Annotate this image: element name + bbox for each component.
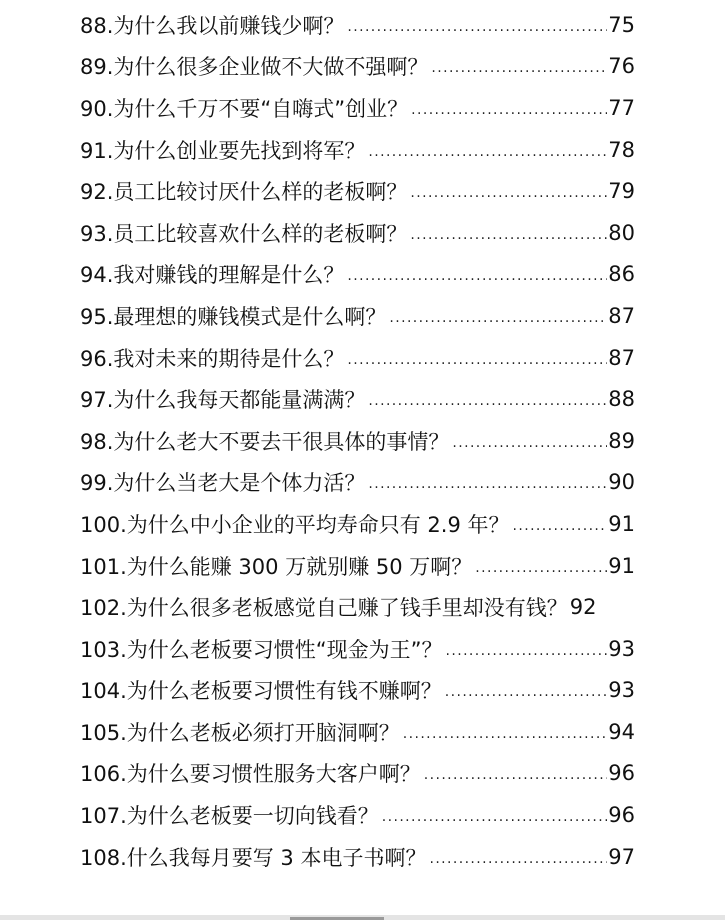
toc-entry[interactable] [80, 670, 635, 712]
toc-entry-title: 93.员工比较喜欢什么样的老板啊？ [80, 221, 408, 246]
toc-entry-page: 91 [608, 553, 635, 578]
toc-entry[interactable] [80, 545, 635, 587]
toc-dot-leader [452, 435, 607, 451]
toc-entry-page: 96 [608, 761, 635, 786]
toc-entry-title: 88.为什么我以前赚钱少啊？ [80, 13, 345, 38]
toc-entry-page: 80 [608, 220, 635, 245]
toc-entry[interactable] [80, 170, 635, 212]
toc-dot-leader [368, 144, 607, 160]
toc-dot-leader [429, 851, 607, 867]
toc-entry-title: 91.为什么创业要先找到将军？ [80, 138, 366, 163]
toc-entry-title: 98.为什么老大不要去干很具体的事情？ [80, 429, 450, 454]
toc-entry[interactable] [80, 711, 635, 753]
page-bottom-edge [0, 915, 725, 920]
toc-entry-page: 87 [608, 303, 635, 328]
toc-entry-page: 76 [608, 54, 635, 79]
toc-dot-leader [389, 310, 607, 326]
toc-dot-leader [475, 560, 607, 576]
toc-dot-leader [368, 393, 607, 409]
toc-entry-title: 94.我对赚钱的理解是什么？ [80, 263, 345, 288]
toc-entry-title: 102.为什么很多老板感觉自己赚了钱手里却没有钱？ [80, 596, 568, 621]
toc-entry[interactable] [80, 337, 635, 379]
toc-entry-title: 101.为什么能赚 300 万就别赚 50 万啊？ [80, 554, 473, 579]
toc-entry-title: 107.为什么老板要一切向钱看？ [80, 804, 379, 829]
toc-entry-page: 94 [608, 719, 635, 744]
toc-entry[interactable] [80, 87, 635, 129]
toc-entry[interactable] [80, 4, 635, 46]
toc-entry[interactable] [80, 212, 635, 254]
toc-entry-page: 91 [608, 511, 635, 536]
toc-entry-page: 79 [608, 179, 635, 204]
toc-entry[interactable] [80, 295, 635, 337]
toc-entry-title: 104.为什么老板要习惯性有钱不赚啊？ [80, 679, 442, 704]
toc-entry[interactable] [80, 503, 635, 545]
toc-entry-title: 103.为什么老板要习惯性“现金为王”？ [80, 637, 443, 662]
toc-dot-leader [424, 767, 608, 783]
toc-entry-title: 96.我对未来的期待是什么？ [80, 346, 345, 371]
toc-entry[interactable] [80, 420, 635, 462]
toc-entry-title: 108.什么我每月要写 3 本电子书啊？ [80, 845, 427, 870]
toc-entry-page: 96 [608, 803, 635, 828]
toc-dot-leader [410, 227, 607, 243]
toc-entry[interactable] [80, 129, 635, 171]
toc-dot-leader [347, 268, 607, 284]
toc-entry[interactable] [80, 378, 635, 420]
toc-dot-leader [445, 684, 608, 700]
toc-entry-page: 97 [608, 844, 635, 869]
toc-dot-leader [411, 102, 607, 118]
toc-entry[interactable] [80, 586, 635, 628]
toc-entry[interactable] [80, 753, 635, 795]
toc-entry-title: 105.为什么老板必须打开脑洞啊？ [80, 720, 400, 745]
toc-entry-title: 99.为什么当老大是个体力活？ [80, 471, 366, 496]
toc-entry[interactable] [80, 46, 635, 88]
toc-entry-page: 93 [608, 636, 635, 661]
toc-dot-leader [513, 518, 608, 534]
toc-entry[interactable] [80, 836, 635, 878]
toc-entry-title: 89.为什么很多企业做不大做不强啊？ [80, 55, 429, 80]
toc-dot-leader [410, 185, 607, 201]
toc-entry[interactable] [80, 628, 635, 670]
toc-dot-leader [431, 60, 607, 76]
toc-entry-title: 100.为什么中小企业的平均寿命只有 2.9 年？ [80, 512, 510, 537]
toc-entry-page: 77 [608, 95, 635, 120]
toc-dot-leader [403, 726, 608, 742]
toc-entry-page: 78 [608, 137, 635, 162]
table-of-contents [80, 4, 635, 877]
toc-entry-page: 86 [608, 262, 635, 287]
toc-dot-leader [446, 643, 608, 659]
toc-dot-leader [368, 476, 607, 492]
toc-dot-leader [347, 352, 607, 368]
toc-entry-title: 95.最理想的赚钱模式是什么啊？ [80, 304, 387, 329]
toc-entry[interactable] [80, 794, 635, 836]
toc-entry-title: 106.为什么要习惯性服务大客户啊？ [80, 762, 421, 787]
toc-entry[interactable] [80, 254, 635, 296]
toc-entry-title: 92.员工比较讨厌什么样的老板啊？ [80, 180, 408, 205]
toc-dot-leader [382, 809, 608, 825]
toc-entry-page: 87 [608, 345, 635, 370]
toc-entry-page: 92 [569, 595, 597, 620]
toc-entry[interactable] [80, 462, 635, 504]
toc-entry-title: 90.为什么千万不要“自嗨式”创业？ [80, 96, 409, 121]
toc-entry-page: 90 [608, 470, 635, 495]
toc-entry-page: 89 [608, 428, 635, 453]
toc-dot-leader [347, 19, 607, 35]
toc-entry-page: 88 [608, 387, 635, 412]
toc-entry-page: 93 [608, 678, 635, 703]
toc-entry-title: 97.为什么我每天都能量满满？ [80, 388, 366, 413]
toc-entry-page: 75 [608, 12, 635, 37]
